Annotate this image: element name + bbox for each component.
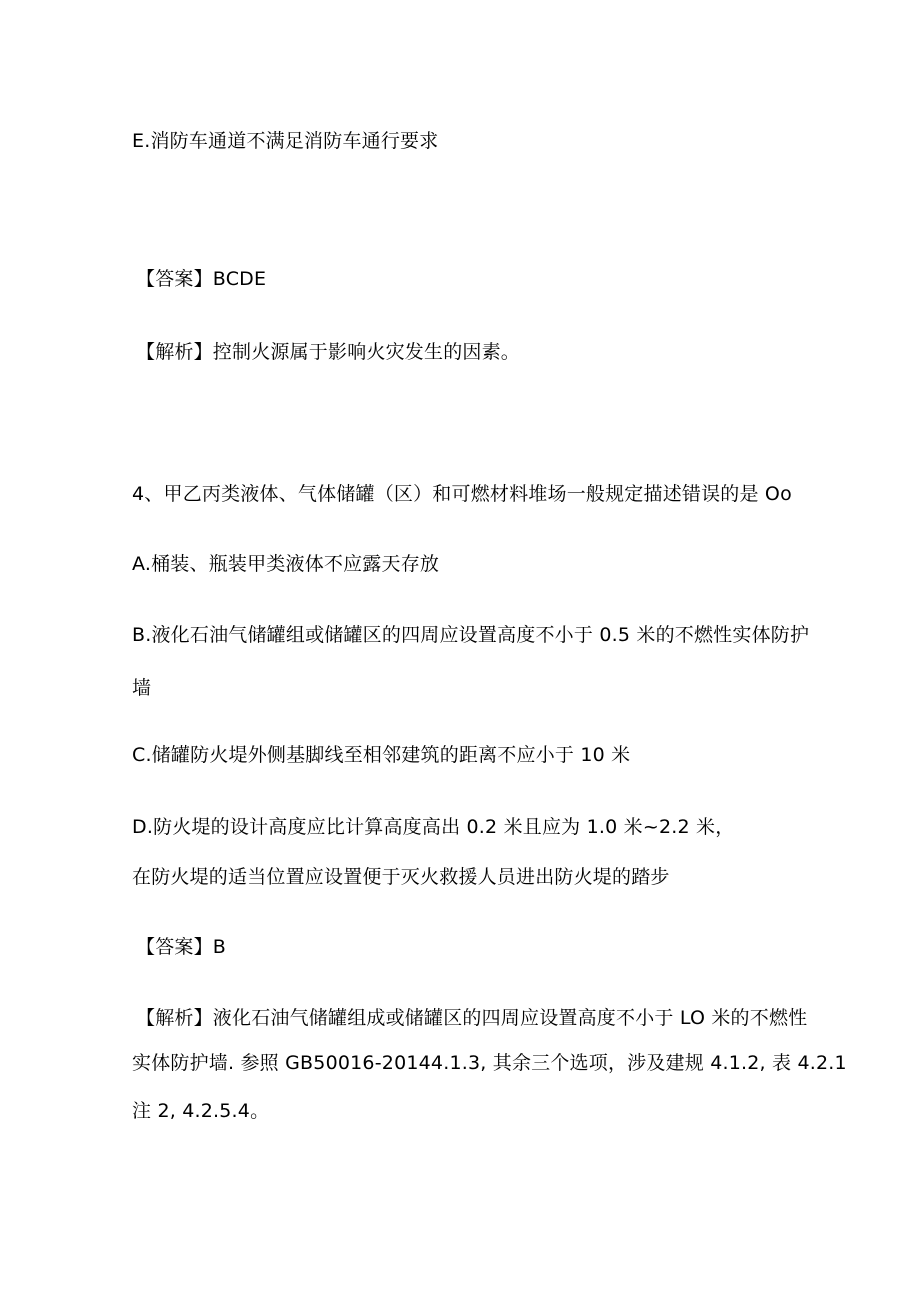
q4-analysis-line1: 【解析】液化石油气储罐组成或储罐区的四周应设置高度不小于 LO 米的不燃性 <box>136 1007 808 1029</box>
q4-option-c: C.储罐防火堤外侧基脚线至相邻建筑的距离不应小于 10 米 <box>132 744 631 766</box>
q3-analysis: 【解析】控制火源属于影响火灾发生的因素。 <box>136 341 521 363</box>
q4-option-b-line1: B.液化石油气储罐组或储罐区的四周应设置高度不小于 0.5 米的不燃性实体防护 <box>132 624 810 646</box>
q4-answer: 【答案】B <box>136 936 227 958</box>
q3-answer: 【答案】BCDE <box>136 268 267 290</box>
q4-option-b-line2: 墙 <box>132 677 152 699</box>
q4-analysis-line2: 实体防护墙. 参照 GB50016-20144.1.3, 其余三个选项，涉及建规 4.1.2, 表 4.2.1 <box>132 1052 847 1074</box>
q4-option-d-line2: 在防火堤的适当位置应设置便于灭火救援人员进出防火堤的踏步 <box>132 866 670 888</box>
q4-option-a: A.桶装、瓶装甲类液体不应露天存放 <box>132 553 440 575</box>
q3-option-e: E.消防车通道不满足消防车通行要求 <box>132 130 439 152</box>
q4-analysis-line3: 注 2, 4.2.5.4。 <box>132 1100 270 1122</box>
q4-option-d-line1: D.防火堤的设计高度应比计算高度高出 0.2 米且应为 1.0 米~2.2 米， <box>132 816 735 838</box>
q4-question: 4、甲乙丙类液体、气体储罐（区）和可燃材料堆场一般规定描述错误的是 Oo <box>132 483 792 505</box>
